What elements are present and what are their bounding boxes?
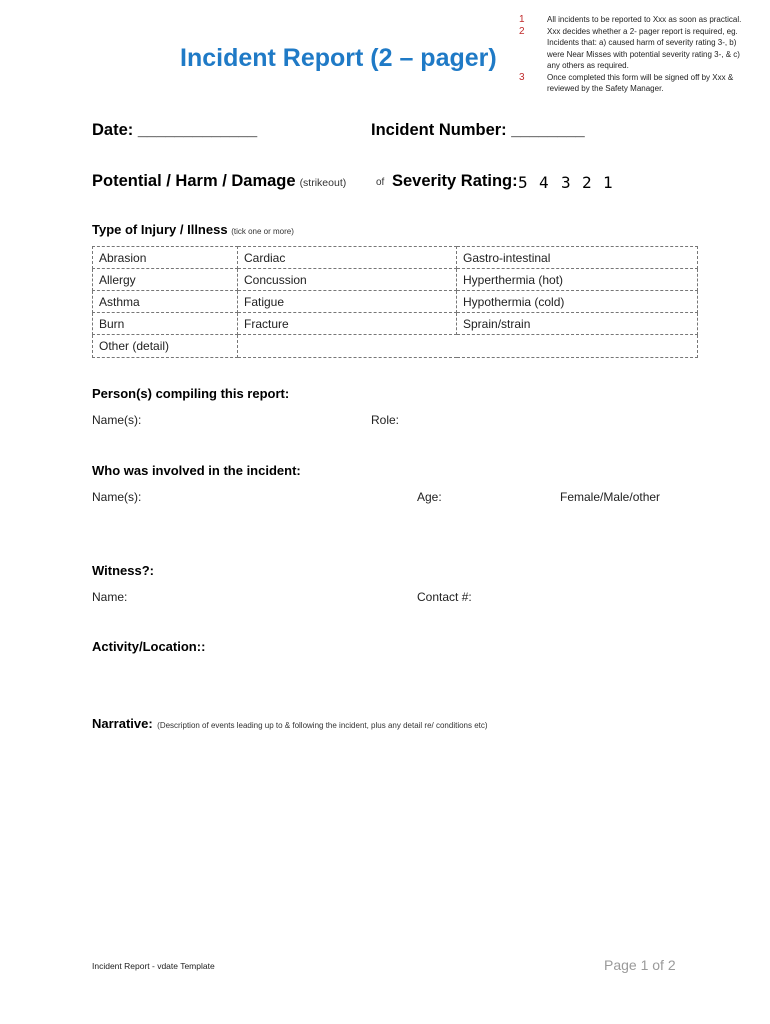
injury-cell-other-label: Other (detail) — [93, 335, 238, 358]
instruction-text: All incidents to be reported to Xxx as soon as practical. — [547, 15, 742, 24]
severity-rating-label: Severity Rating: — [392, 172, 518, 190]
witness-contact-field[interactable]: Contact #: — [417, 590, 472, 604]
of-label: of — [376, 177, 385, 188]
injury-cell-gastro[interactable]: Gastro-intestinal — [457, 247, 698, 269]
injury-cell-abrasion[interactable]: Abrasion — [93, 247, 238, 269]
injury-cell-allergy[interactable]: Allergy — [93, 269, 238, 291]
injury-cell-burn[interactable]: Burn — [93, 313, 238, 335]
injury-cell-fracture[interactable]: Fracture — [238, 313, 457, 335]
instruction-number: 1 — [519, 14, 525, 25]
instruction-item — [516, 26, 742, 71]
activity-location-field[interactable]: Activity/Location:: — [92, 639, 206, 654]
injury-cell-cardiac[interactable]: Cardiac — [238, 247, 457, 269]
injury-cell-concussion[interactable]: Concussion — [238, 269, 457, 291]
injury-cell-sprain[interactable]: Sprain/strain — [457, 313, 698, 335]
instruction-number: 3 — [519, 72, 525, 84]
severity-option-5[interactable]: 5 — [518, 173, 528, 192]
potential-harm-label — [92, 172, 346, 191]
injury-type-hint: (tick one or more) — [231, 227, 294, 236]
instruction-number: 2 — [519, 26, 525, 38]
narrative-hint: (Description of events leading up to & following the incident, plus any detail re/ conditions etc) — [157, 721, 488, 730]
page-title: Incident Report (2 – pager) — [180, 44, 497, 72]
injury-cell-hypothermia[interactable]: Hypothermia (cold) — [457, 291, 698, 313]
table-row — [93, 291, 698, 313]
instruction-item — [516, 14, 742, 25]
involved-names-field[interactable]: Name(s): — [92, 490, 142, 504]
compiling-heading: Person(s) compiling this report: — [92, 386, 290, 401]
compiler-role-field[interactable]: Role: — [371, 413, 400, 427]
severity-option-2[interactable]: 2 — [582, 173, 592, 192]
strikeout-hint: (strikeout) — [299, 177, 347, 189]
table-row — [93, 335, 698, 358]
witness-name-field[interactable]: Name: — [92, 590, 128, 604]
involved-age-field[interactable]: Age: — [417, 490, 442, 504]
page-number: Page 1 of 2 — [604, 957, 676, 973]
date-field[interactable]: Date: _____________ — [92, 121, 258, 139]
injury-type-table — [92, 246, 698, 358]
severity-option-3[interactable]: 3 — [561, 173, 571, 192]
injury-other-detail-input[interactable] — [238, 335, 698, 358]
footer-template-name: Incident Report - vdate Template — [92, 961, 215, 971]
instruction-item — [516, 72, 742, 94]
involved-heading: Who was involved in the incident: — [92, 463, 301, 478]
severity-option-4[interactable]: 4 — [539, 173, 549, 192]
potential-harm-text: Potential / Harm / Damage — [92, 172, 296, 190]
injury-cell-hyperthermia[interactable]: Hyperthermia (hot) — [457, 269, 698, 291]
narrative-label: Narrative: — [92, 716, 153, 731]
severity-option-1[interactable]: 1 — [603, 173, 613, 192]
table-row — [93, 313, 698, 335]
incident-number-field[interactable]: Incident Number: ________ — [371, 121, 585, 139]
involved-gender-field[interactable]: Female/Male/other — [560, 490, 661, 504]
instruction-text: Once completed this form will be signed off by Xxx & reviewed by the Safety Manager. — [547, 73, 734, 94]
compiler-names-field[interactable]: Name(s): — [92, 413, 142, 427]
injury-type-text: Type of Injury / Illness — [92, 222, 228, 237]
instructions-list — [516, 14, 742, 95]
instruction-text: Xxx decides whether a 2- pager report is required, eg. Incidents that: a) caused harm of severity rating 3-, b) were Near Misses with potential severity rating 3-, & c) any others as required. — [547, 27, 740, 70]
injury-cell-asthma[interactable]: Asthma — [93, 291, 238, 313]
narrative-heading — [92, 715, 488, 733]
table-row — [93, 247, 698, 269]
injury-type-heading — [92, 222, 294, 237]
injury-cell-fatigue[interactable]: Fatigue — [238, 291, 457, 313]
table-row — [93, 269, 698, 291]
witness-heading: Witness?: — [92, 563, 154, 578]
